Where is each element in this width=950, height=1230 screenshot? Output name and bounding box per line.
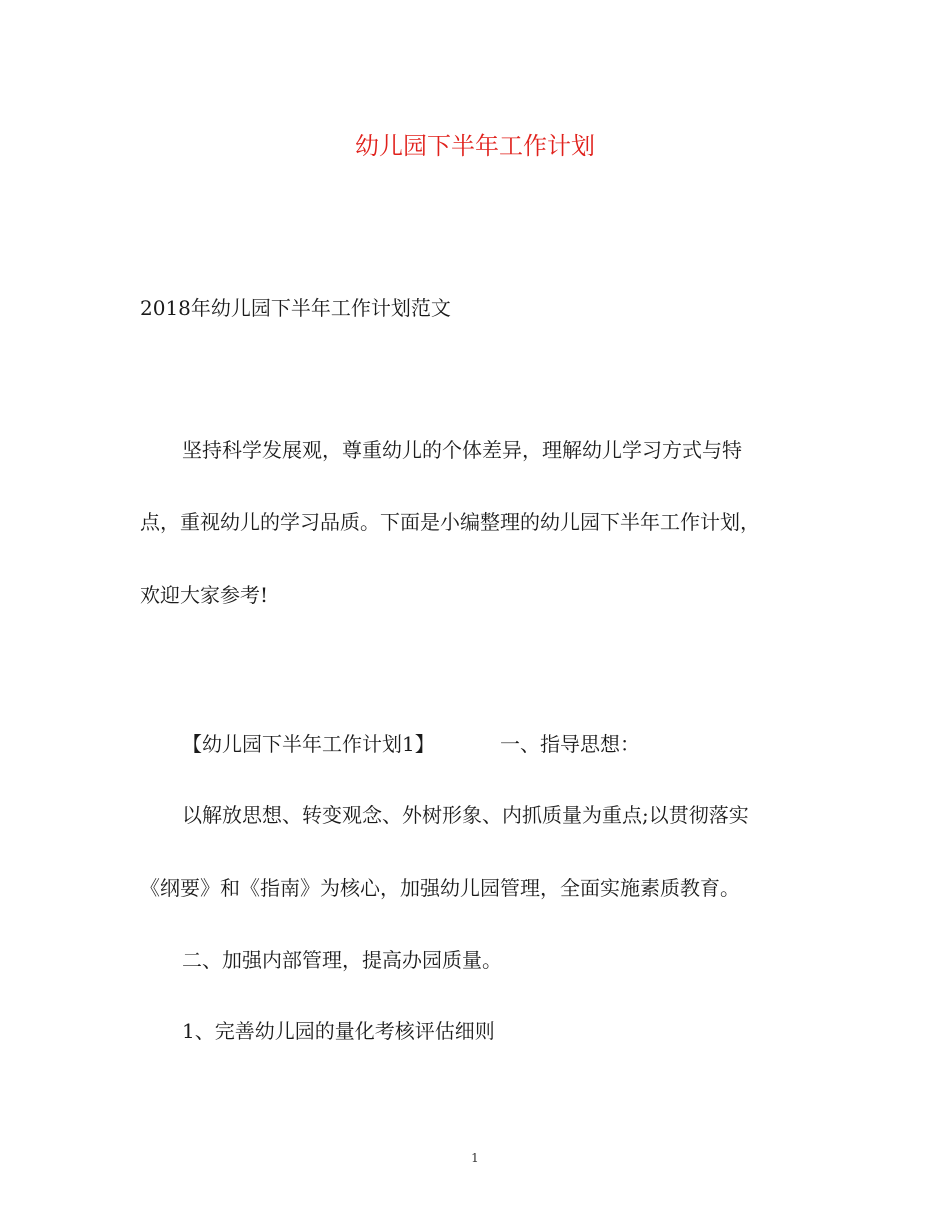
guiding-text-line-2: 《纲要》和《指南》为核心，加强幼儿园管理，全面实施素质教育。 [140,876,740,900]
document-subtitle: 2018年幼儿园下半年工作计划范文 [140,296,451,320]
page-number: 1 [471,1151,479,1165]
section-subheading: 一、指导思想： [500,732,640,756]
point-two-heading: 二、加强内部管理，提高办园质量。 [182,948,502,972]
guiding-text-line-1: 以解放思想、转变观念、外树形象、内抓质量为重点;以贯彻落实 [182,803,749,827]
intro-line-3: 欢迎大家参考! [140,583,269,607]
point-one-item: 1、完善幼儿园的量化考核评估细则 [182,1019,495,1043]
section-heading: 【幼儿园下半年工作计划1】 [182,732,435,756]
intro-line-2: 点，重视幼儿的学习品质。下面是小编整理的幼儿园下半年工作计划， [140,510,760,534]
document-title: 幼儿园下半年工作计划 [355,132,595,160]
intro-line-1: 坚持科学发展观，尊重幼儿的个体差异，理解幼儿学习方式与特 [182,438,742,462]
